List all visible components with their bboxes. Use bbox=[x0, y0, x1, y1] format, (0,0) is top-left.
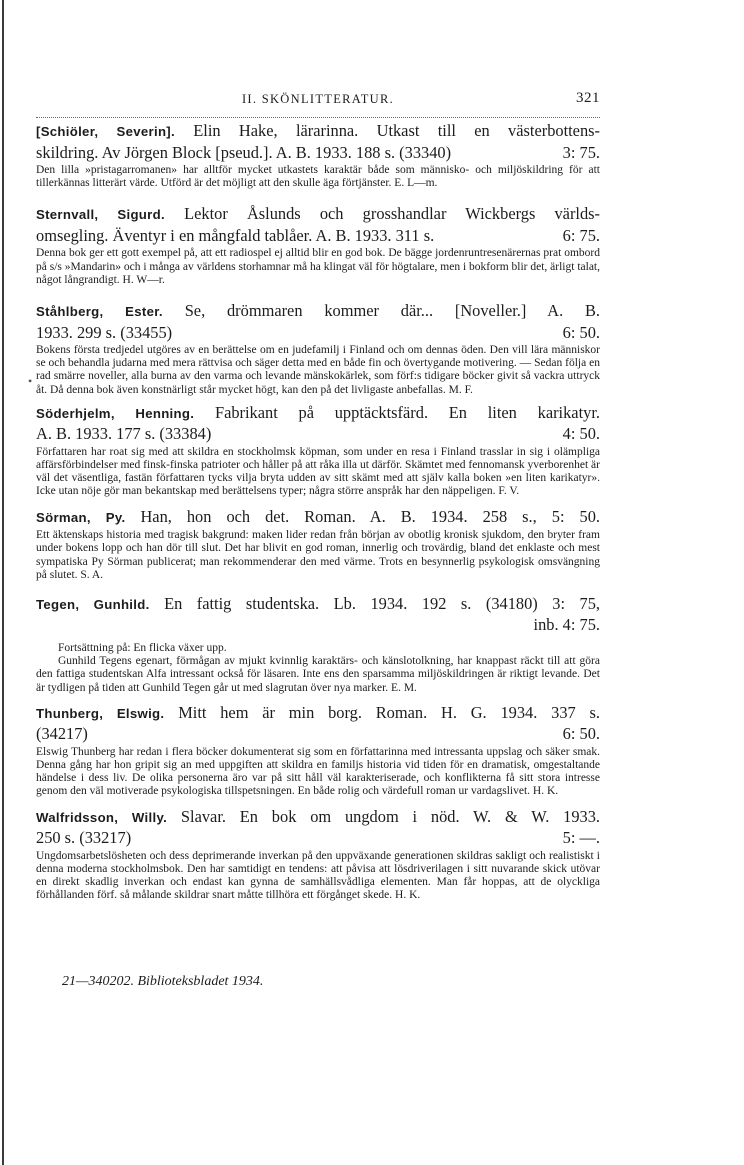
review-text: Ett äktenskaps historia med tragisk bakgrund: maken lider redan från början av obotlig kronisk sjukdom, den bryter fram under bokens lopp och han dör till slut. Det har blivit en god roman, innerlig och trovärdig, bland det enklaste och mest sympatiska Py Sörman publicerat; man rekommenderar den med värme. Trots en besynnerlig psykologisk omsvängning på slutet. S. A. bbox=[36, 529, 600, 581]
book-entry bbox=[36, 594, 600, 695]
entry-heading bbox=[36, 507, 600, 529]
entry-title-line: Mitt hem är min borg. Roman. H. G. 1934. 337 s. bbox=[178, 702, 600, 722]
entry-author: [Schiöler, Severin]. bbox=[36, 124, 175, 139]
entry-author: Söderhjelm, Henning. bbox=[36, 405, 195, 421]
entry-imprint bbox=[36, 143, 600, 164]
entry-heading bbox=[36, 301, 600, 323]
entry-review bbox=[36, 247, 600, 287]
book-entry bbox=[36, 121, 600, 190]
entry-review bbox=[36, 642, 600, 695]
running-header bbox=[36, 92, 600, 112]
entry-title-line: En fattig studentska. Lb. 1934. 192 s. (34180) 3: 75, bbox=[164, 593, 600, 613]
entry-author: Sörman, Py. bbox=[36, 509, 126, 525]
entry-heading bbox=[36, 204, 600, 226]
page-scan-edge bbox=[2, 0, 4, 1165]
entry-imprint bbox=[36, 724, 600, 745]
entry-imprint-text: 1933. 299 s. (33455) bbox=[36, 322, 173, 342]
entry-price: 4: 50. bbox=[562, 424, 600, 444]
margin-mark: • bbox=[28, 374, 33, 388]
review-text: Gunhild Tegens egenart, förmågan av mjukt kvinnlig karaktärs- och känslotolkning, har knappast räckt till att göra den fattiga studentskan Alfa intressant också för läsaren. Inte ens den sparsamma miljöskildringen är riktigt levande. Det är tydligen på tiden att Gunhild Tegen går ut med slagrutan över nya marker. E. M. bbox=[36, 655, 600, 694]
entry-imprint-text: skildring. Av Jörgen Block [pseud.]. A. B. 1933. 188 s. (33340) bbox=[36, 142, 452, 162]
entry-author: Walfridsson, Willy. bbox=[36, 809, 168, 825]
entry-price: 3: 75. bbox=[562, 142, 600, 162]
entry-author: Thunberg, Elswig. bbox=[36, 705, 165, 721]
book-entry bbox=[36, 507, 600, 582]
entry-imprint-text: (34217) bbox=[36, 724, 88, 744]
entry-heading bbox=[36, 703, 600, 725]
entry-heading bbox=[36, 403, 600, 425]
page-footer: 21—340202. Biblioteksbladet 1934. bbox=[62, 974, 264, 989]
entry-heading bbox=[36, 121, 600, 143]
entry-title-line: Fabrikant på upptäcktsfärd. En liten karikatyr. bbox=[214, 402, 600, 422]
entry-review bbox=[36, 164, 600, 190]
entry-title-line: Han, hon och det. Roman. A. B. 1934. 258 s., 5: 50. bbox=[140, 506, 600, 526]
entry-review bbox=[36, 446, 600, 499]
review-text: Författaren har roat sig med att skildra en stockholmsk köpman, som under en resa i Finland trasslar in sig i olämpliga affärsförbindelser med finsk-finska patrioter och håller på att råka illa ut därför. Skämtet med fennomansk yverborenhet är väl det väsentliga, fastän författaren tycks vilja bryta udden av sitt skämt med att själv kalla boken »en liten karikatyr». Icke utan nöje gör man bekantskap med berättelsens typer; några större anspråk har den näppeligen. F. V. bbox=[36, 445, 600, 498]
review-text: Ungdomsarbetslösheten och dess deprimerande inverkan på den uppväxande generationen skildras sakligt och realistiskt i denna moderna stockholmsbok. Den har samtidigt en tendens: att påvisa att lösdriverilagen i sitt nuvarande skick utövar en direkt skadlig inverkan och endast kan gynna de samhällsvådliga elementen. Man får hoppas, att de olyckliga förhållanden förf. så målande skildrar snart måtte tillhöra ett förgånget skede. H. K. bbox=[36, 849, 600, 902]
entry-author: Ståhlberg, Ester. bbox=[36, 304, 163, 320]
entry-review bbox=[36, 344, 600, 397]
book-entry bbox=[36, 403, 600, 499]
entry-imprint-text: A. B. 1933. 177 s. (33384) bbox=[36, 424, 212, 444]
header-rule bbox=[36, 117, 600, 118]
entry-review bbox=[36, 850, 600, 903]
entry-review bbox=[36, 529, 600, 582]
entry-heading bbox=[36, 594, 600, 616]
page-number: 321 bbox=[576, 90, 600, 106]
entry-title-line: Lektor Åslunds och grosshandlar Wickbergs världs- bbox=[184, 204, 600, 224]
entry-title-line: Slavar. En bok om ungdom i nöd. W. & W. 1933. bbox=[180, 806, 600, 826]
book-entry bbox=[36, 301, 600, 397]
entry-imprint bbox=[36, 828, 600, 849]
entry-imprint bbox=[36, 615, 600, 636]
entry-review bbox=[36, 746, 600, 799]
entry-title-line: Se, drömmaren kommer där... [Noveller.] A. B. bbox=[184, 301, 600, 321]
entry-imprint bbox=[36, 226, 600, 247]
entry-price: 6: 75. bbox=[562, 225, 600, 245]
entry-list bbox=[36, 121, 600, 902]
entry-imprint bbox=[36, 424, 600, 445]
entry-author: Sternvall, Sigurd. bbox=[36, 207, 165, 223]
book-entry bbox=[36, 807, 600, 903]
review-text: Denna bok ger ett gott exempel på, att ett radiospel ej alltid blir en god bok. De bägge jordenruntresenärernas prat ombord på s/s »Mandarin» och i många av världens storhamnar må ha klingat väl för högtalare, men i bokform blir det, ärligt talat, något långrandigt. H. W—r. bbox=[36, 247, 600, 286]
book-entry bbox=[36, 204, 600, 287]
review-text: Bokens första tredjedel utgöres av en berättelse om en judefamilj i Finland och om dennas öden. Den vill lära människor se och behandla judarna med mera rättvisa och säger detta med en både fin och övertygande motivering. — Sedan följa en rad smärre noveller, alla burna av den varma och levande mänskokärlek, som förf:s tidigare böcker givit så vackra uttryck åt. Då denna bok även konstnärligt står mycket högt, kan den på det livligaste anbefallas. M. F. bbox=[36, 344, 600, 396]
entry-price: 6: 50. bbox=[562, 724, 600, 744]
entry-title-line: Elin Hake, lärarinna. Utkast till en västerbottens- bbox=[193, 121, 600, 140]
entry-author: Tegen, Gunhild. bbox=[36, 596, 150, 612]
entry-price: 5: —. bbox=[562, 828, 600, 848]
entry-price: inb. 4: 75. bbox=[533, 615, 600, 635]
section-title: II. SKÖNLITTERATUR. bbox=[241, 92, 395, 106]
entry-imprint-text: 250 s. (33217) bbox=[36, 828, 132, 848]
review-text: Elswig Thunberg har redan i flera böcker dokumenterat sig som en författarinna med intressanta uppslag och säker smak. Denna gång har hon gripit sig an med uppgiften att skildra en familjs historia vid tiden för en dramatisk, omgestaltande händelse i dess liv. De olika personerna äro var på sitt håll väl karakteriserade, och konflikterna få sitt stora intresse genom den väl motiverade psykologiska tillspetsningen. En både rolig och värdefull roman ur vardagslivet. H. K. bbox=[36, 745, 600, 798]
book-entry bbox=[36, 703, 600, 799]
review-note: Fortsättning på: En flicka växer upp. bbox=[58, 641, 227, 654]
review-text: Den lilla »pristagarromanen» har alltför mycket utkastets karaktär både som människo- och miljöskildring för att tillerkännas litterärt värde. Utförd är det möjligt att den skulle äga förtjänster. E. L—m. bbox=[36, 164, 600, 190]
entry-heading bbox=[36, 807, 600, 829]
entry-imprint-text: omsegling. Äventyr i en mångfald tablåer. A. B. 1933. 311 s. bbox=[36, 225, 435, 245]
entry-imprint bbox=[36, 323, 600, 344]
entry-price: 6: 50. bbox=[562, 322, 600, 342]
